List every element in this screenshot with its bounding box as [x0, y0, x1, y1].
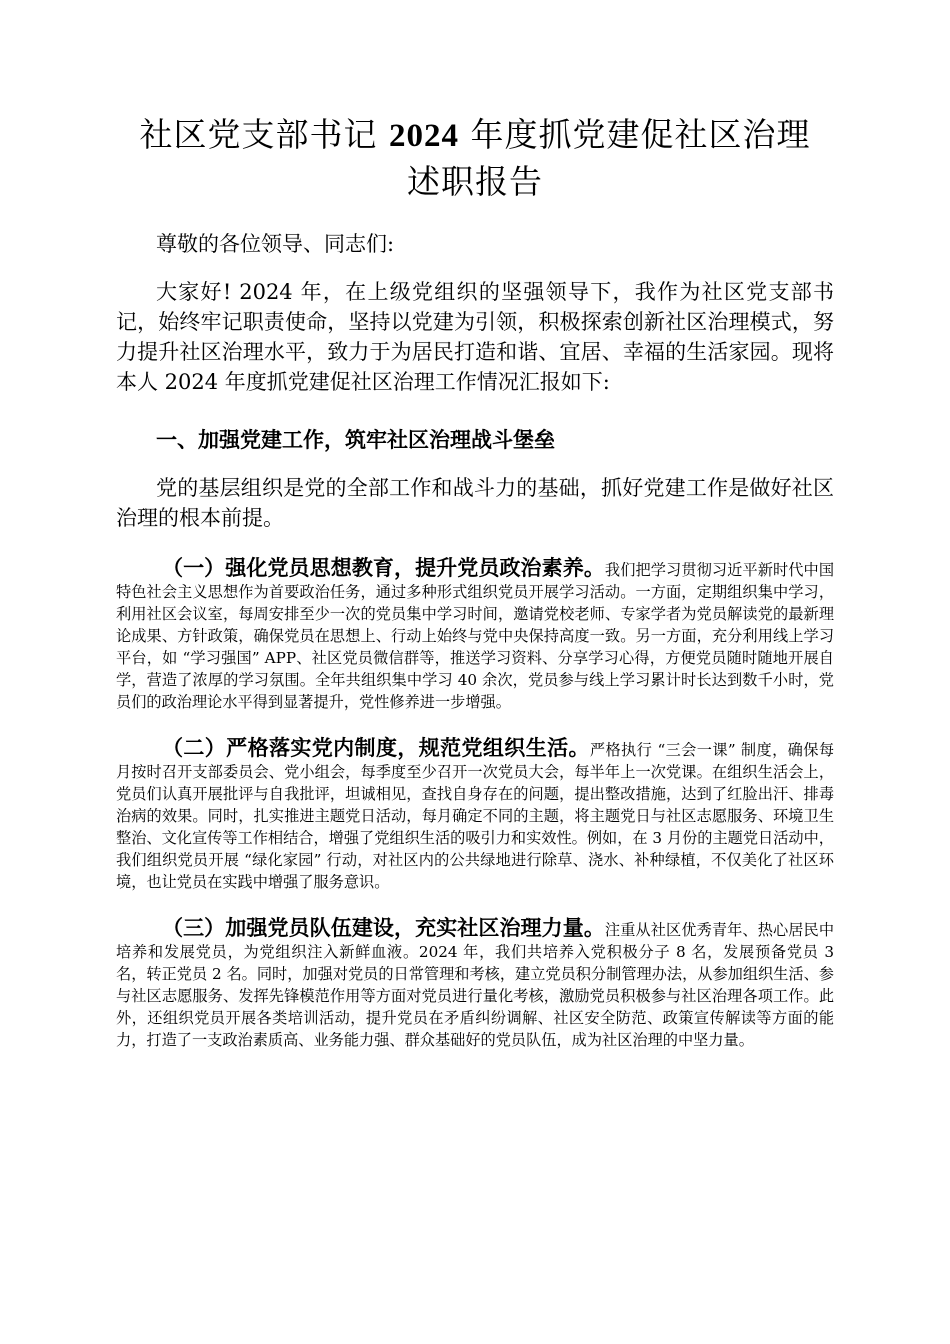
title-part2: 年度抓党建促社区治理	[459, 115, 811, 154]
subsection1-paragraph	[116, 557, 834, 713]
title-line1	[140, 115, 811, 154]
subsection2-heading: （二）严格落实党内制度，规范党组织生活。	[162, 735, 590, 760]
subsection3-paragraph	[116, 917, 834, 1051]
title-part1: 社区党支部书记	[139, 115, 389, 154]
title-line2: 述职报告	[407, 162, 543, 201]
subsection3-body: 注重从社区优秀青年、热心居民中培养和发展党员，为党组织注入新鲜血液。2024 年，我们共培养入党积极分子 8 名，发展预备党员 3 名，转正党员 2 名。同时，加强对党员的日常管理和考核，建立党员积分制管理办法，从参加组织生活、参与社区志愿服务、发挥先锋模范作用等方面对党员进行量化考核，激励党员积极参与社区治理各项工作。此外，还组织党员开展各类培训活动，提升党员在矛盾纠纷调解、社区安全防范、政策宣传解读等方面的能力，打造了一支政治素质高、业务能力强、群众基础好的党员队伍，成为社区治理的中坚力量。	[116, 921, 835, 1049]
subsection1-heading: （一）强化党员思想教育，提升党员政治素养。	[162, 555, 605, 580]
subsection2-paragraph	[116, 737, 834, 893]
section1-heading: 一、加强党建工作，筑牢社区治理战斗堡垒	[156, 427, 555, 452]
intro-paragraph: 大家好! 2024 年，在上级党组织的坚强领导下，我作为社区党支部书记，始终牢记职责使命，坚持以党建为引领，积极探索创新社区治理模式，努力提升社区治理水平，致力于为居民打造和谐、宜居、幸福的生活家园。现将本人 2024 年度抓党建促社区治理工作情况汇报如下:	[116, 280, 834, 394]
title-year: 2024	[389, 118, 459, 154]
subsection1-body: 我们把学习贯彻习近平新时代中国特色社会主义思想作为首要政治任务，通过多种形式组织党员开展学习活动。一方面，定期组织集中学习，利用社区会议室，每周安排至少一次的党员集中学习时间，邀请党校老师、专家学者为党员解读党的最新理论成果、方针政策，确保党员在思想上、行动上始终与党中央保持高度一致。另一方面，充分利用线上学习平台，如 “学习强国” APP、社区党员微信群等，推送学习资料、分享学习心得，方便党员随时随地开展自学，营造了浓厚的学习氛围。全年共组织集中学习 40 余次，党员参与线上学习累计时长达到数千小时，党员们的政治理论水平得到显著提升，党性修养进一步增强。	[116, 561, 835, 711]
section1-intro: 党的基层组织是党的全部工作和战斗力的基础，抓好党建工作是做好社区治理的根本前提。	[116, 476, 834, 530]
document-title	[116, 112, 834, 205]
document-page	[116, 112, 834, 1051]
subsection3-heading: （三）加强党员队伍建设，充实社区治理力量。	[162, 915, 605, 940]
salutation: 尊敬的各位领导、同志们:	[156, 232, 395, 256]
subsection2-body: 严格执行 “三会一课” 制度，确保每月按时召开支部委员会、党小组会，每季度至少召开一次党员大会，每半年上一次党课。在组织生活会上，党员们认真开展批评与自我批评，坦诚相见，查找自身存在的问题，提出整改措施，达到了红脸出汗、排毒治病的效果。同时，扎实推进主题党日活动，每月确定不同的主题，将主题党日与社区志愿服务、环境卫生整治、文化宣传等工作相结合，增强了党组织生活的吸引力和实效性。例如，在 3 月份的主题党日活动中，我们组织党员开展 “绿化家园” 行动，对社区内的公共绿地进行除草、浇水、补种绿植，不仅美化了社区环境，也让党员在实践中增强了服务意识。	[116, 741, 835, 891]
